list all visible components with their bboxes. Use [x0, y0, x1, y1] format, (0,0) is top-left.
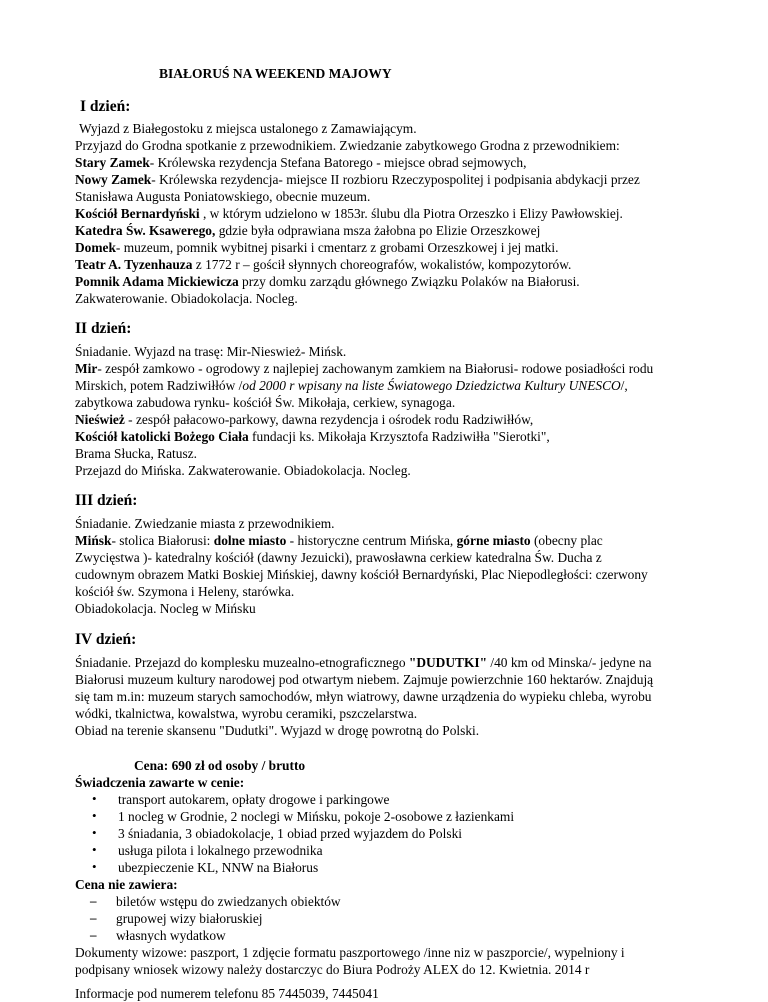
day1-line: [75, 205, 623, 222]
day4-line: wódki, tkalnictwa, kowalstwa, wyrobu ceramiki, pszczelarstwa.: [75, 706, 418, 721]
day4-line: Obiad na terenie skansenu "Dudutki". Wyjazd w drogę powrotną do Polski.: [75, 723, 480, 738]
day4-heading: IV dzień:: [75, 631, 137, 648]
place-name: Kościół katolicki Bożego Ciała: [75, 429, 249, 444]
included-heading: Świadczenia zawarte w cenie:: [75, 775, 245, 790]
line-text: /,: [620, 378, 628, 393]
place-name: dolne miasto: [213, 533, 287, 548]
included-item: transport autokarem, opłaty drogowe i parkingowe: [118, 792, 390, 807]
included-item: usługa pilota i lokalnego przewodnika: [118, 843, 323, 858]
line-text: - historyczne centrum Mińska,: [286, 533, 457, 548]
day3-line: Obiadokolacja. Nocleg w Mińsku: [75, 601, 256, 616]
place-desc: przy domku zarządu głównego Związku Polaków na Białorusi.: [238, 274, 580, 289]
place-desc: - Królewska rezydencja- miejsce II rozbioru Rzeczypospolitej i podpisania abdykacji przez: [151, 172, 640, 187]
price-line: Cena: 690 zł od osoby / brutto: [134, 758, 306, 773]
day4-line: [75, 654, 651, 671]
place-desc: - muzeum, pomnik wybitnej pisarki i cmentarz z grobami Orzeszkowej i jej matki.: [115, 240, 559, 255]
day1-line: Stanisława Augusta Poniatowskiego, obecnie muzeum.: [75, 189, 371, 204]
place-name: Katedra Św. Ksawerego,: [75, 223, 216, 238]
day1-line: [75, 222, 540, 239]
place-desc: , w którym udzielono w 1853r. ślubu dla Piotra Orzeszko i Elizy Pawłowskiej.: [199, 206, 623, 221]
place-desc: - Królewska rezydencja Stefana Batorego - miejsce obrad sejmowych,: [149, 155, 527, 170]
contact-line: Informacje pod numerem telefonu 85 7445039, 7445041: [75, 986, 379, 1001]
place-name: Domek: [75, 240, 116, 255]
day2-line: [75, 377, 628, 394]
excluded-heading: Cena nie zawiera:: [75, 877, 178, 892]
day2-line: Przejazd do Mińska. Zakwaterowanie. Obiadokolacja. Nocleg.: [75, 463, 411, 478]
unesco-note: od 2000 r wpisany na liste Światowego Dziedzictwa Kultury UNESCO: [242, 378, 621, 393]
day1-heading: I dzień:: [80, 98, 131, 115]
place-name: Teatr A. Tyzenhauza: [75, 257, 193, 272]
visa-line: podpisany wniosek wizowy należy dostarczyc do Biura Podroży ALEX do 12. Kwietnia. 2014 r: [75, 962, 590, 977]
visa-line: Dokumenty wizowe: paszport, 1 zdjęcie formatu paszportowego /inne niz w paszporcie/, wypelniony i: [75, 945, 625, 960]
place-name: górne miasto: [456, 533, 531, 548]
dash: –: [90, 927, 97, 942]
line-text: Mirskich, potem Radziwiłłów /: [75, 378, 243, 393]
place-name: Pomnik Adama Mickiewicza: [75, 274, 239, 289]
day3-line: Śniadanie. Zwiedzanie miasta z przewodnikiem.: [75, 516, 335, 531]
day2-heading: II dzień:: [75, 320, 132, 337]
place-name: Kościół Bernardyński: [75, 206, 200, 221]
day1-line: [75, 171, 640, 188]
day3-line: kościół św. Szymona i Heleny, starówka.: [75, 584, 295, 599]
day1-line: Wyjazd z Białegostoku z miejsca ustalonego z Zamawiającym.: [79, 121, 417, 136]
day2-line: Brama Słucka, Ratusz.: [75, 446, 197, 461]
excluded-item: biletów wstępu do zwiedzanych obiektów: [116, 894, 341, 909]
day2-line: [75, 428, 550, 445]
day1-line: [75, 273, 580, 290]
day4-line: Białorusi muzeum kultury narodowej pod otwartym niebem. Zajmuje powierzchnie 160 hektarów. Znajdują: [75, 672, 654, 687]
place-desc: - zespół pałacowo-parkowy, dawna rezydencja i ośrodek rodu Radziwiłłów,: [124, 412, 534, 427]
day1-line: Przyjazd do Grodna spotkanie z przewodnikiem. Zwiedzanie zabytkowego Grodna z przewodnikiem:: [75, 138, 620, 153]
day4-line: się tam m.in: muzeum starych samochodów, młyn wiatrowy, dawne urządzenia do wypieku chleba, wyrobu: [75, 689, 652, 704]
place-name: "DUDUTKI": [408, 655, 488, 670]
line-text: (obecny plac: [530, 533, 603, 548]
excluded-item: grupowej wizy białoruskiej: [116, 911, 263, 926]
day1-line: [75, 154, 526, 171]
line-text: Śniadanie. Przejazd do komplesku muzealno-etnograficznego: [75, 655, 409, 670]
day3-line: cudownym obrazem Matki Boskiej Mińskiej, dawny kościół Bernardyński, Plac Niepodległości: czerwony: [75, 567, 648, 582]
included-item: 3 śniadania, 3 obiadokolacje, 1 obiad przed wyjazdem do Polski: [118, 826, 462, 841]
place-desc: z 1772 r – gościł słynnych choreografów, wokalistów, kompozytorów.: [192, 257, 572, 272]
bullet: •: [92, 859, 97, 874]
bullet: •: [92, 791, 97, 806]
place-name: Mir: [75, 361, 98, 376]
place-name: Nowy Zamek: [75, 172, 152, 187]
place-name: Mińsk: [75, 533, 112, 548]
dash: –: [90, 893, 97, 908]
day2-line: [75, 360, 653, 377]
excluded-item: własnych wydatkow: [116, 928, 226, 943]
place-name: Nieśwież: [75, 412, 125, 427]
place-desc: - zespół zamkowo - ogrodowy z najlepiej zachowanym zamkiem na Białorusi- rodowe posiadłości rodu: [97, 361, 654, 376]
bullet: •: [92, 842, 97, 857]
day1-line: [75, 256, 571, 273]
place-name: Stary Zamek: [75, 155, 150, 170]
place-desc: gdzie była odprawiana msza żałobna po Elizie Orzeszkowej: [215, 223, 541, 238]
line-text: /40 km od Minska/- jedyne na: [487, 655, 652, 670]
place-desc: fundacji ks. Mikołaja Krzysztofa Radziwiłła "Sierotki",: [248, 429, 550, 444]
day1-line: Zakwaterowanie. Obiadokolacja. Nocleg.: [75, 291, 298, 306]
day3-heading: III dzień:: [75, 492, 138, 509]
bullet: •: [92, 808, 97, 823]
day1-line: [75, 239, 558, 256]
page-title: BIAŁORUŚ NA WEEKEND MAJOWY: [159, 66, 392, 81]
day3-line: Zwycięstwa )- katedralny kościół (dawny Jezuicki), prawosławna cerkiew katedralna Św. Ducha z: [75, 550, 602, 565]
day3-line: [75, 532, 603, 549]
line-text: - stolica Białorusi:: [111, 533, 214, 548]
day2-line: [75, 411, 533, 428]
day2-line: zabytkowa zabudowa rynku- kościół Św. Mikołaja, cerkiew, synagoga.: [75, 395, 456, 410]
dash: –: [90, 910, 97, 925]
day2-line: Śniadanie. Wyjazd na trasę: Mir-Nieswież- Mińsk.: [75, 344, 347, 359]
bullet: •: [92, 825, 97, 840]
included-item: 1 nocleg w Grodnie, 2 noclegi w Mińsku, pokoje 2-osobowe z łazienkami: [118, 809, 515, 824]
included-item: ubezpieczenie KL, NNW na Białorus: [118, 860, 319, 875]
